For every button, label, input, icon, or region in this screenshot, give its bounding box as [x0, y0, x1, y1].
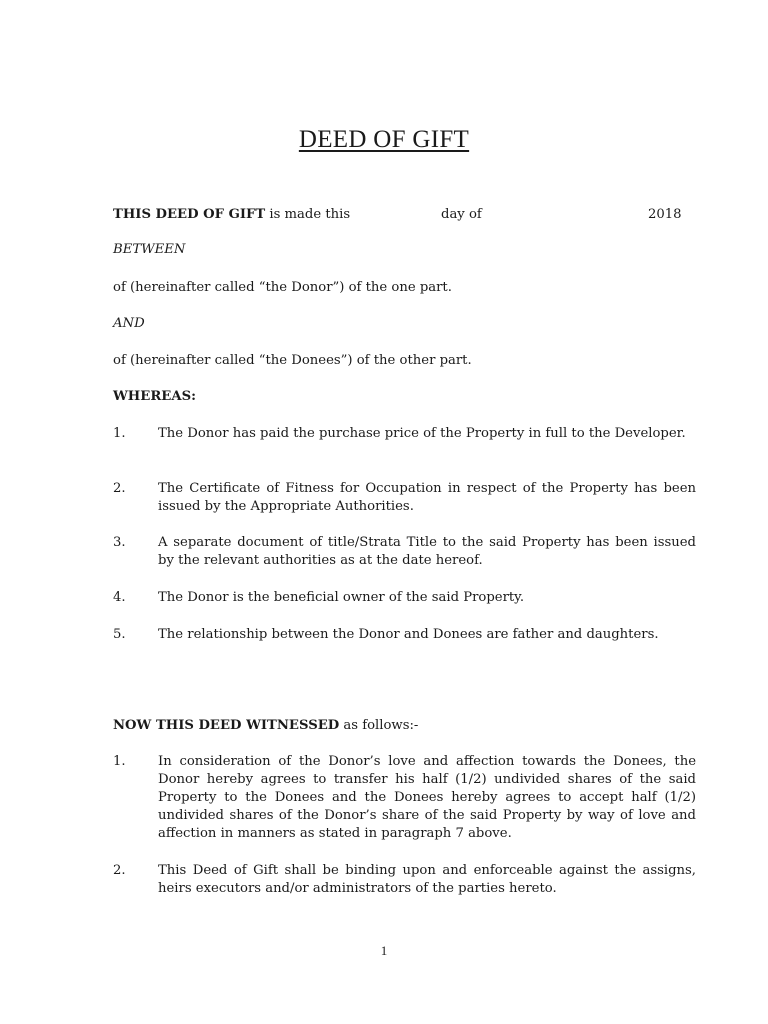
item-number: 4.: [113, 590, 126, 605]
item-text: The Certificate of Fitness for Occupation in respect of the Property has been issued by the Appropriate Authorities.: [158, 481, 696, 514]
item-number: 2.: [113, 481, 126, 496]
whereas-heading: WHEREAS:: [113, 389, 196, 404]
item-number: 5.: [113, 627, 126, 642]
opening-rest: is made this: [265, 207, 351, 222]
item-number: 1.: [113, 754, 126, 769]
item-text: The Donor has paid the purchase price of the Property in full to the Developer.: [158, 426, 686, 441]
whereas-item: [113, 626, 696, 644]
witnessed-heading: [113, 717, 418, 735]
witnessed-item: [113, 862, 696, 898]
item-text: In consideration of the Donor’s love and affection towards the Donees, the Donor hereby agrees to transfer his half (1/2) undivided shares of the said Property to the Donees and the Donees hereby agrees to accept half (1/2) undivided shares of the Donor’s share of the said Property by way of love and affection in manners as stated in paragraph 7 above.: [158, 754, 696, 841]
opening-line: [113, 206, 350, 224]
item-number: 2.: [113, 863, 126, 878]
witnessed-item: [113, 753, 696, 843]
whereas-item: [113, 534, 696, 570]
donees-line: of (hereinafter called “the Donees”) of the other part.: [113, 353, 472, 368]
opening-day-of: day of: [441, 207, 482, 222]
between-label: BETWEEN: [113, 242, 186, 257]
document-title: DEED OF GIFT: [298, 126, 470, 153]
donor-line: of (hereinafter called “the Donor”) of the one part.: [113, 280, 452, 295]
opening-year: 2018: [648, 207, 682, 222]
whereas-item: [113, 425, 696, 443]
item-number: 1.: [113, 426, 126, 441]
witnessed-bold: NOW THIS DEED WITNESSED: [113, 718, 340, 733]
item-text: The Donor is the beneficial owner of the said Property.: [158, 590, 525, 605]
page-number: 1: [380, 943, 388, 958]
item-text: This Deed of Gift shall be binding upon and enforceable against the assigns, heirs executors and/or administrators of the parties hereto.: [158, 863, 696, 896]
item-text: A separate document of title/Strata Title to the said Property has been issued by the relevant authorities as at the date hereof.: [158, 535, 696, 568]
item-text: The relationship between the Donor and Donees are father and daughters.: [158, 627, 659, 642]
whereas-item: [113, 589, 696, 607]
whereas-item: [113, 480, 696, 516]
witnessed-rest: as follows:-: [339, 718, 419, 733]
item-number: 3.: [113, 535, 126, 550]
opening-bold: THIS DEED OF GIFT: [113, 207, 266, 222]
and-label: AND: [113, 316, 145, 331]
